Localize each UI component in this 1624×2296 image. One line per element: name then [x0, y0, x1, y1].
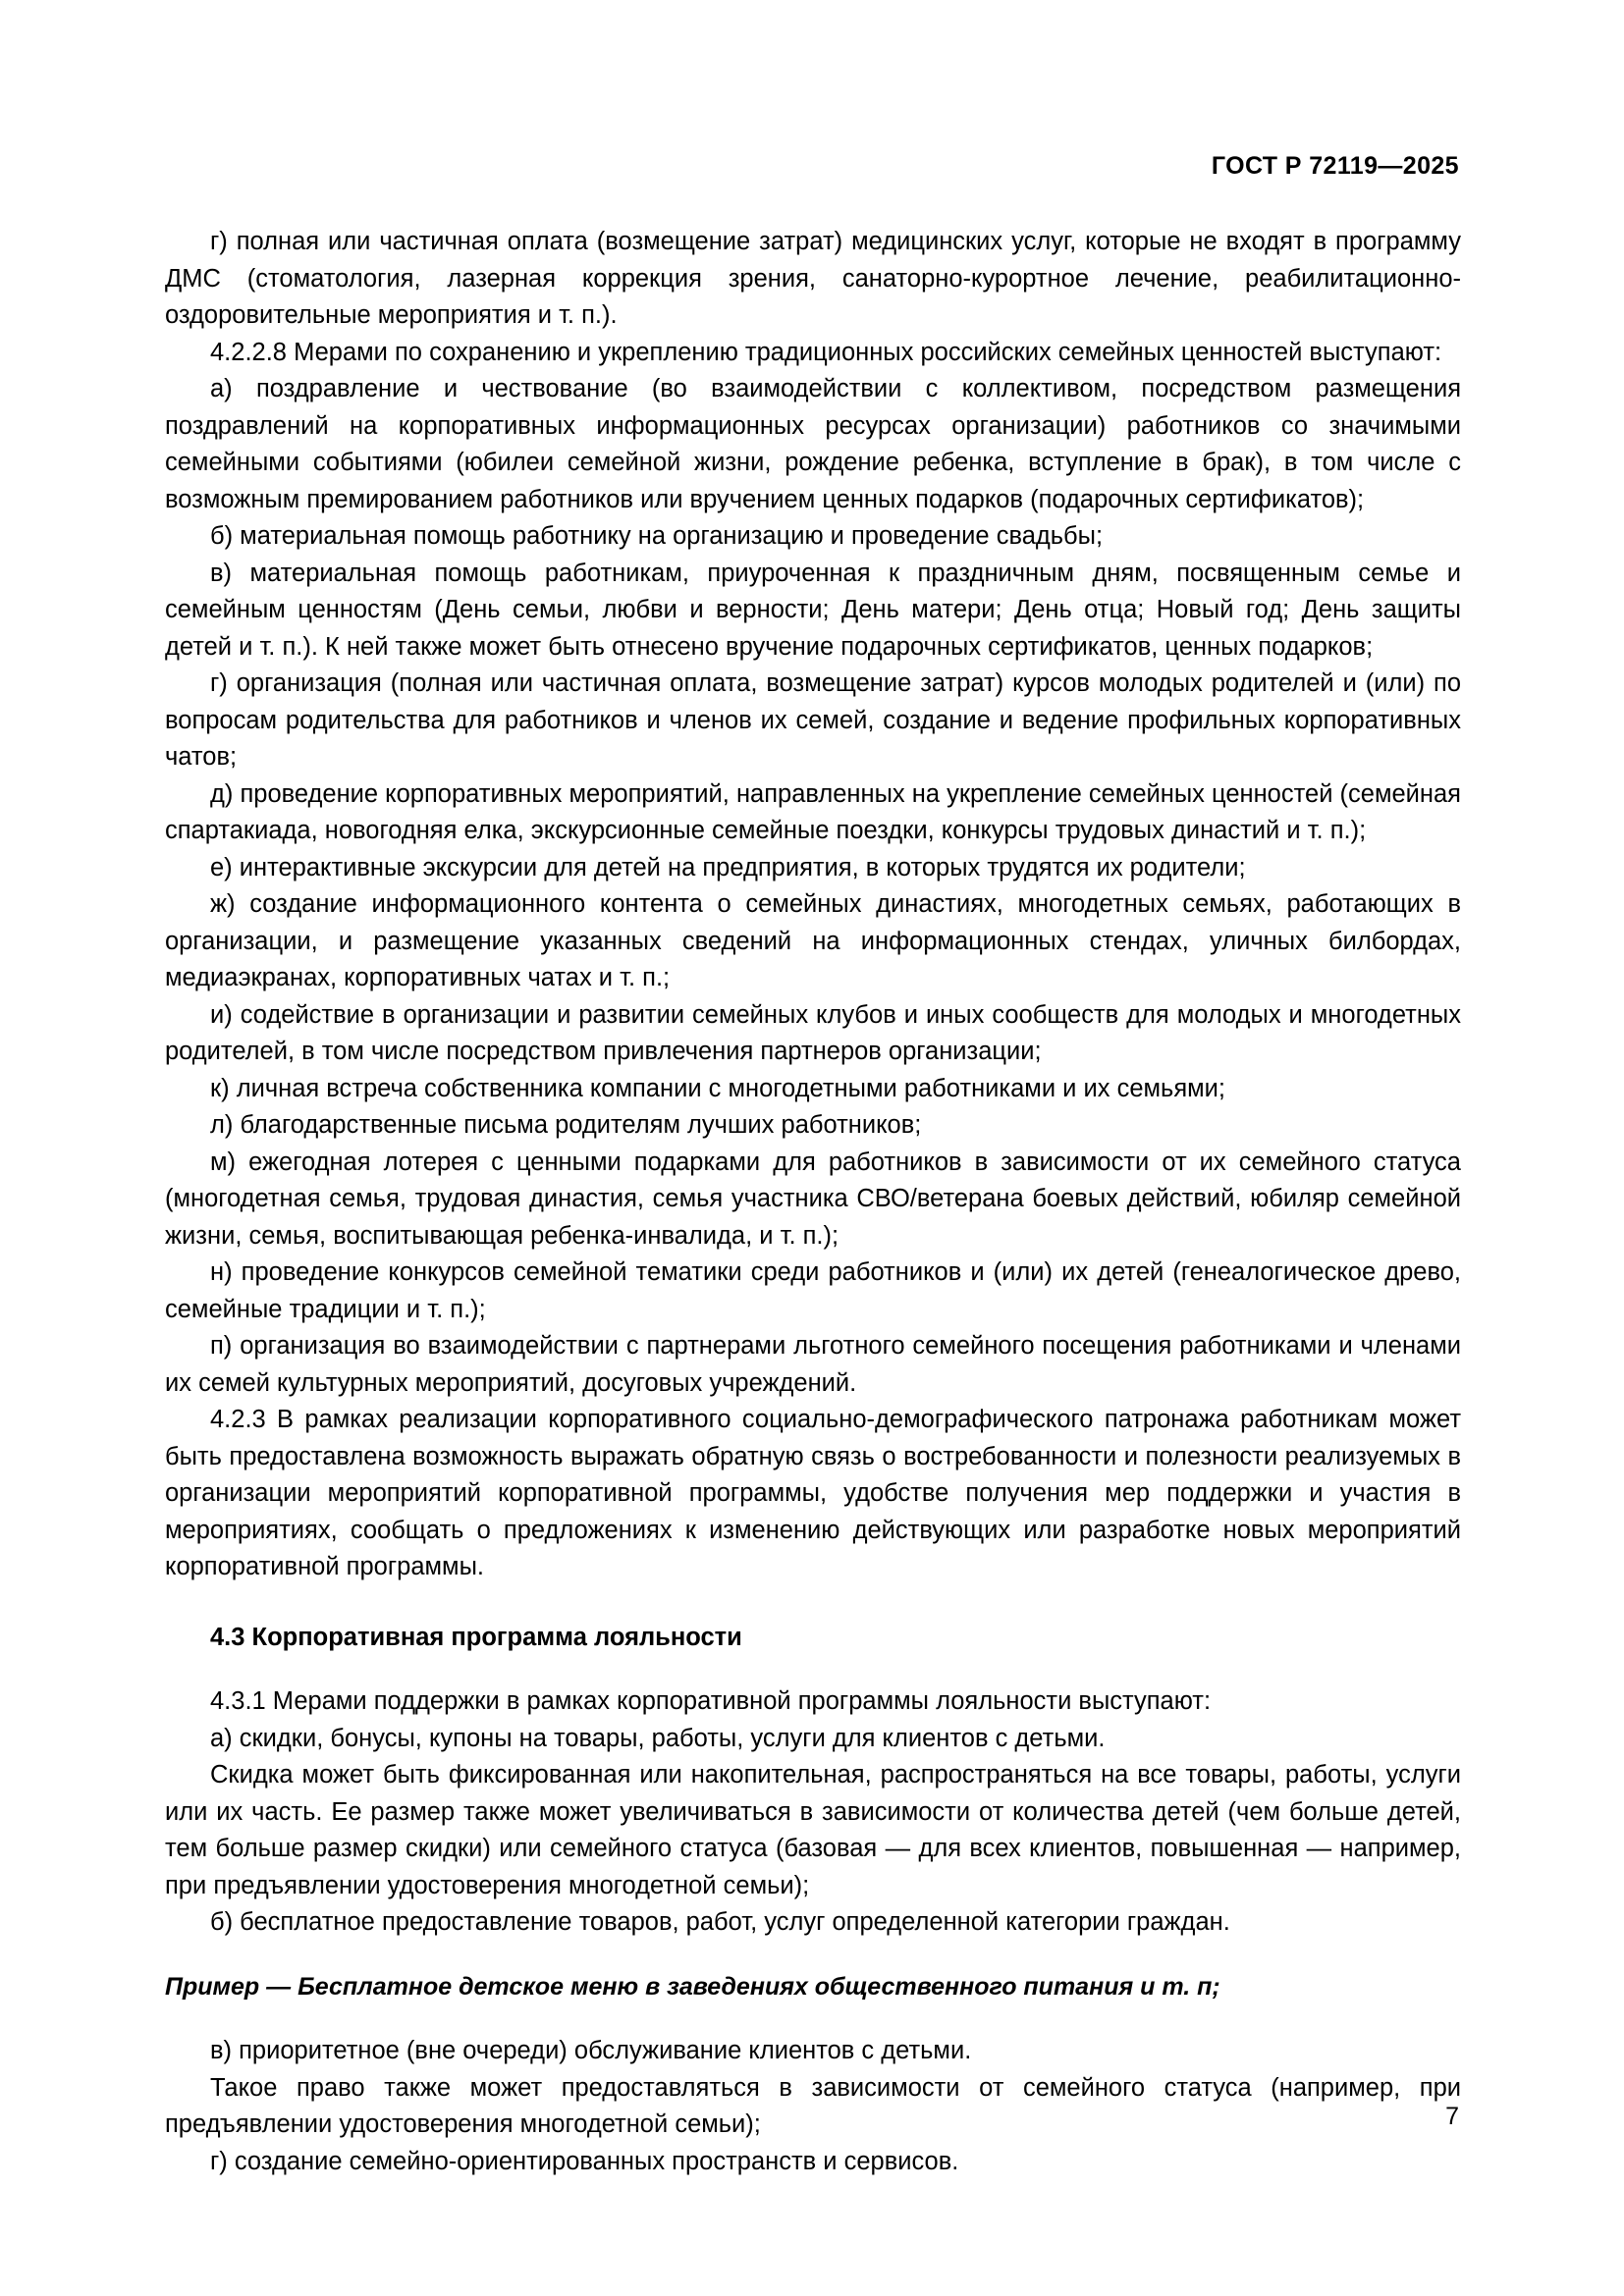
document-body — [165, 224, 1461, 2180]
paragraph-item-v-holiday-aid: в) материальная помощь работникам, приуроченная к праздничным дням, посвященным семье и семейным ценностям (День семьи, любви и верности; День матери; День отца; Новый год; День защиты детей и т. п.). К ней также может быть отнесено вручение подарочных сертификатов, ценных подарков; — [165, 559, 1461, 661]
paragraph-item-zh-content: ж) создание информационного контента о семейных династиях, многодетных семьях, работающих в организации, и размещение указанных сведений на информационных стендах, уличных билбордах, медиаэкранах, корпоративных чатах и т. п.; — [165, 890, 1461, 991]
paragraph-item-b-free-services: б) бесплатное предоставление товаров, работ, услуг определенной категории граждан. — [210, 1908, 1230, 1936]
paragraph-clause-4-3-1: 4.3.1 Мерами поддержки в рамках корпоративной программы лояльности выступают: — [210, 1687, 1212, 1715]
paragraph-clause-4-2-3: 4.2.3 В рамках реализации корпоративного социально-демографического патронажа работникам может быть предоставлена возможность выражать обратную связь о востребованности и полезности реализуемых в организации мероприятий корпоративной программы, удобстве получения мер поддержки и участия в мероприятиях, сообщать о предложениях к изменению действующих или разработке новых мероприятий корпоративной программы. — [165, 1406, 1461, 1580]
paragraph-discount-details: Скидка может быть фиксированная или накопительная, распространяться на все товары, работы, услуги или их часть. Ее размер также может увеличиваться в зависимости от количества детей (чем больше детей, тем больше размер скидки) или семейного статуса (базовая — для всех клиентов, повышенная — например, при предъявлении удостоверения многодетной семьи); — [165, 1761, 1461, 1899]
heading-4-3-loyalty-program: 4.3 Корпоративная программа лояльности — [210, 1623, 742, 1651]
spacer-before-example — [165, 1942, 1461, 1969]
paragraph-item-v-priority-service: в) приоритетное (вне очереди) обслуживание клиентов с детьми. — [210, 2037, 972, 2064]
paragraph-item-i-family-clubs: и) содействие в организации и развитии семейных клубов и иных сообществ для молодых и многодетных родителей, в том числе посредством привлечения партнеров организации; — [165, 1000, 1461, 1065]
paragraph-item-g-family-spaces: г) создание семейно-ориентированных пространств и сервисов. — [210, 2147, 959, 2175]
paragraph-item-b-wedding-aid: б) материальная помощь работнику на организацию и проведение свадьбы; — [210, 522, 1104, 550]
paragraph-item-m-lottery: м) ежегодная лотерея с ценными подарками для работников в зависимости от их семейного статуса (многодетная семья, трудовая династия, семья участника СВО/ветерана боевых действий, юбиляр семейной жизни, семья, воспитывающая ребенка-инвалида, и т. п.); — [165, 1148, 1461, 1250]
spacer-before-heading — [165, 1586, 1461, 1620]
paragraph-medical-services: г) полная или частичная оплата (возмещение затрат) медицинских услуг, которые не входят в программу ДМС (стоматология, лазерная коррекция зрения, санаторно-курортное лечение, реабилитационно-оздоровительные мероприятия и т. п.). — [165, 228, 1461, 329]
paragraph-item-d-corporate-events: д) проведение корпоративных мероприятий, направленных на укрепление семейных ценностей (семейная спартакиада, новогодняя елка, экскурсионные семейные поездки, конкурсы трудовых династий и т. п.); — [165, 779, 1461, 844]
paragraph-item-l-thank-you-letters: л) благодарственные письма родителям лучших работников; — [210, 1111, 922, 1139]
paragraph-item-a-discounts: а) скидки, бонусы, купоны на товары, работы, услуги для клиентов с детьми. — [210, 1724, 1106, 1752]
page-number: 7 — [1445, 2103, 1459, 2130]
paragraph-item-e-excursions: е) интерактивные экскурсии для детей на предприятия, в которых трудятся их родители; — [210, 853, 1246, 881]
paragraph-item-n-contests: н) проведение конкурсов семейной тематики среди работников и (или) их детей (генеалогическое древо, семейные традиции и т. п.); — [165, 1258, 1461, 1323]
spacer-after-example — [165, 2005, 1461, 2033]
paragraph-item-g-parent-courses: г) организация (полная или частичная оплата, возмещение затрат) курсов молодых родителей и (или) по вопросам родительства для работников и членов их семей, создание и ведение профильных корпоративных чатов; — [165, 669, 1461, 771]
paragraph-clause-4-2-2-8: 4.2.2.8 Мерами по сохранению и укреплению традиционных российских семейных ценностей выступают: — [210, 338, 1442, 366]
example-note-children-menu: Пример — Бесплатное детское меню в заведениях общественного питания и т. п; — [165, 1972, 1220, 2001]
paragraph-item-k-owner-meeting: к) личная встреча собственника компании с многодетными работниками и их семьями; — [210, 1074, 1225, 1102]
paragraph-priority-details: Такое право также может предоставляться в зависимости от семейного статуса (например, при предъявлении удостоверения многодетной семьи); — [165, 2073, 1461, 2138]
page-header-standard-number: ГОСТ Р 72119—2025 — [1211, 152, 1459, 180]
paragraph-item-a-congratulations: а) поздравление и чествование (во взаимодействии с коллективом, посредством размещения поздравлений на корпоративных информационных ресурсах организации) работников со значимыми семейными событиями (юбилеи семейной жизни, рождение ребенка, вступление в брак), в том числе с возможным премированием работников или вручением ценных подарков (подарочных сертификатов); — [165, 375, 1461, 513]
spacer-after-heading — [165, 1656, 1461, 1683]
paragraph-item-p-cultural-visits: п) организация во взаимодействии с партнерами льготного семейного посещения работниками и членами их семей культурных мероприятий, досуговых учреждений. — [165, 1332, 1461, 1397]
